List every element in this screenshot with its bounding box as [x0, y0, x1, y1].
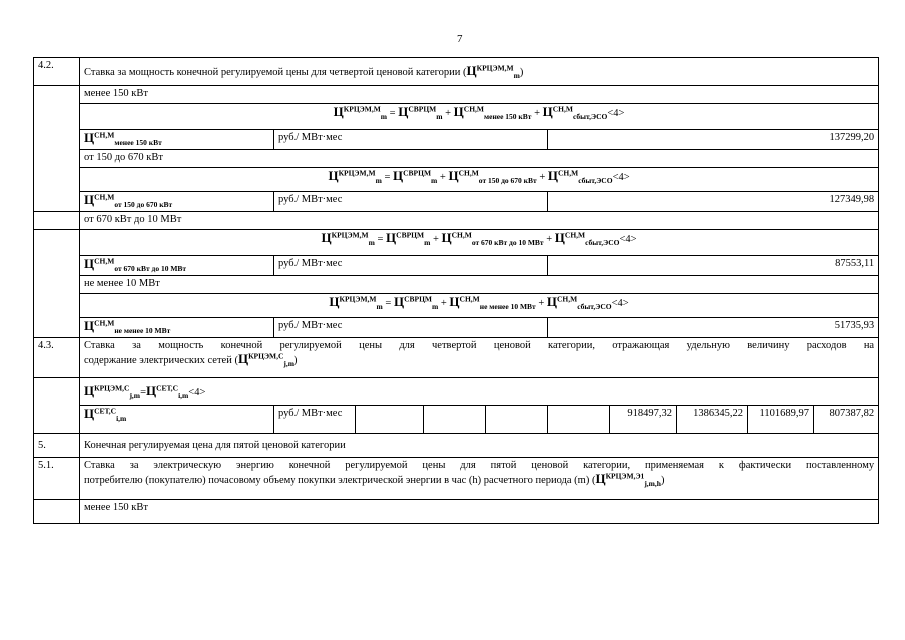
rate-value: 1386345,22 — [677, 406, 748, 434]
unit-label: руб./ МВт·мес — [274, 406, 356, 434]
symbol-c: Ц — [466, 63, 477, 78]
unit-label: руб./ МВт·мес — [274, 256, 548, 276]
table-row — [34, 192, 879, 212]
rate-value: 87553,11 — [548, 256, 879, 276]
band-label: от 670 кВт до 10 МВт — [80, 212, 879, 230]
tariff-table-sheet — [33, 57, 878, 584]
page-number: 7 — [457, 33, 463, 45]
section-title: Конечная регулируемая цена для пятой ценовой категории — [80, 434, 879, 458]
section-title: Ставка за электрическую энергию конечной регулируемой цены для пятой ценовой категории, применяемая к фактически поставленному потребителю (покупателю) почасовому объему покупки электрической энергии в час (h) расчетного периода (m) $(Ц^{КРЦЭМ,Э1}_{j,m,h})$ — [80, 458, 879, 500]
table-row — [34, 318, 879, 338]
tariff-table — [33, 57, 879, 524]
section-title: Ставка за мощность конечной регулируемой цены для четвертой ценовой категории, отражающая удельную величину расходов на содержание электрических сетей $(Ц^{КРЦЭМ,С}_{j,m})$ — [80, 338, 879, 378]
rate-value: 51735,93 — [548, 318, 879, 338]
table-row — [34, 58, 879, 86]
section-title: Ставка за мощность конечной регулируемой цены для четвертой ценовой категории $(Ц^{КРЦЭМ,М}_m)$ — [80, 58, 879, 86]
table-row — [34, 230, 879, 256]
network-formula: $Ц^{КРЦЭМ,С}_{j,m}=Ц^{СЕТ,С}_{i,m}<4>$ — [80, 378, 879, 406]
price-formula: $Ц^{КРЦЭМ,М}_m = Ц^{СВРЦМ}_m + Ц^{СН,М}_{не менее 10 МВт} + Ц^{СН,М}_{сбыт,ЭСО}<4>$ — [80, 294, 879, 318]
band-label: от 150 до 670 кВт — [80, 150, 879, 168]
table-row — [34, 406, 879, 434]
table-row — [34, 130, 879, 150]
table-row — [34, 168, 879, 192]
section-number: 5. — [34, 434, 80, 458]
rate-symbol: $Ц^{СН,М}_{не менее 10 МВт}$ — [80, 318, 274, 338]
unit-label: руб./ МВт·мес — [274, 318, 548, 338]
table-row — [34, 294, 879, 318]
rate-symbol: $Ц^{СН,М}_{от 150 до 670 кВт}$ — [80, 192, 274, 212]
rate-symbol: $Ц^{СЕТ,С}_{i,m}$ — [80, 406, 274, 434]
price-formula: $Ц^{КРЦЭМ,М}_m = Ц^{СВРЦМ}_m + Ц^{СН,М}_{от 670 кВт до 10 МВт} + Ц^{СН,М}_{сбыт,ЭСО}<4>$ — [80, 230, 879, 256]
table-row — [34, 378, 879, 406]
unit-label: руб./ МВт·мес — [274, 130, 548, 150]
table-row — [34, 338, 879, 378]
table-row — [34, 458, 879, 500]
table-row — [34, 212, 879, 230]
table-row — [34, 150, 879, 168]
table-row — [34, 86, 879, 104]
rate-value: 137299,20 — [548, 130, 879, 150]
band-label: менее 150 кВт — [80, 500, 879, 524]
rate-value: 127349,98 — [548, 192, 879, 212]
section-number: 4.3. — [34, 338, 80, 378]
table-row — [34, 104, 879, 130]
table-row — [34, 276, 879, 294]
price-formula: $Ц^{КРЦЭМ,М}_m = Ц^{СВРЦМ}_m + Ц^{СН,М}_{менее 150 кВт} + Ц^{СН,М}_{сбыт,ЭСО}<4>$ — [80, 104, 879, 130]
unit-label: руб./ МВт·мес — [274, 192, 548, 212]
table-row — [34, 434, 879, 458]
table-row — [34, 500, 879, 524]
rate-symbol: $Ц^{СН,М}_{менее 150 кВт}$ — [80, 130, 274, 150]
band-label: менее 150 кВт — [80, 86, 879, 104]
price-formula: $Ц^{КРЦЭМ,М}_m = Ц^{СВРЦМ}_m + Ц^{СН,М}_{от 150 до 670 кВт} + Ц^{СН,М}_{сбыт,ЭСО}<4>$ — [80, 168, 879, 192]
band-label: не менее 10 МВт — [80, 276, 879, 294]
rate-symbol: $Ц^{СН,М}_{от 670 кВт до 10 МВт}$ — [80, 256, 274, 276]
rate-value: 918497,32 — [610, 406, 677, 434]
table-row — [34, 256, 879, 276]
rate-value: 807387,82 — [814, 406, 879, 434]
rate-value: 1101689,97 — [748, 406, 814, 434]
section-number: 4.2. — [34, 58, 80, 86]
section-number: 5.1. — [34, 458, 80, 500]
